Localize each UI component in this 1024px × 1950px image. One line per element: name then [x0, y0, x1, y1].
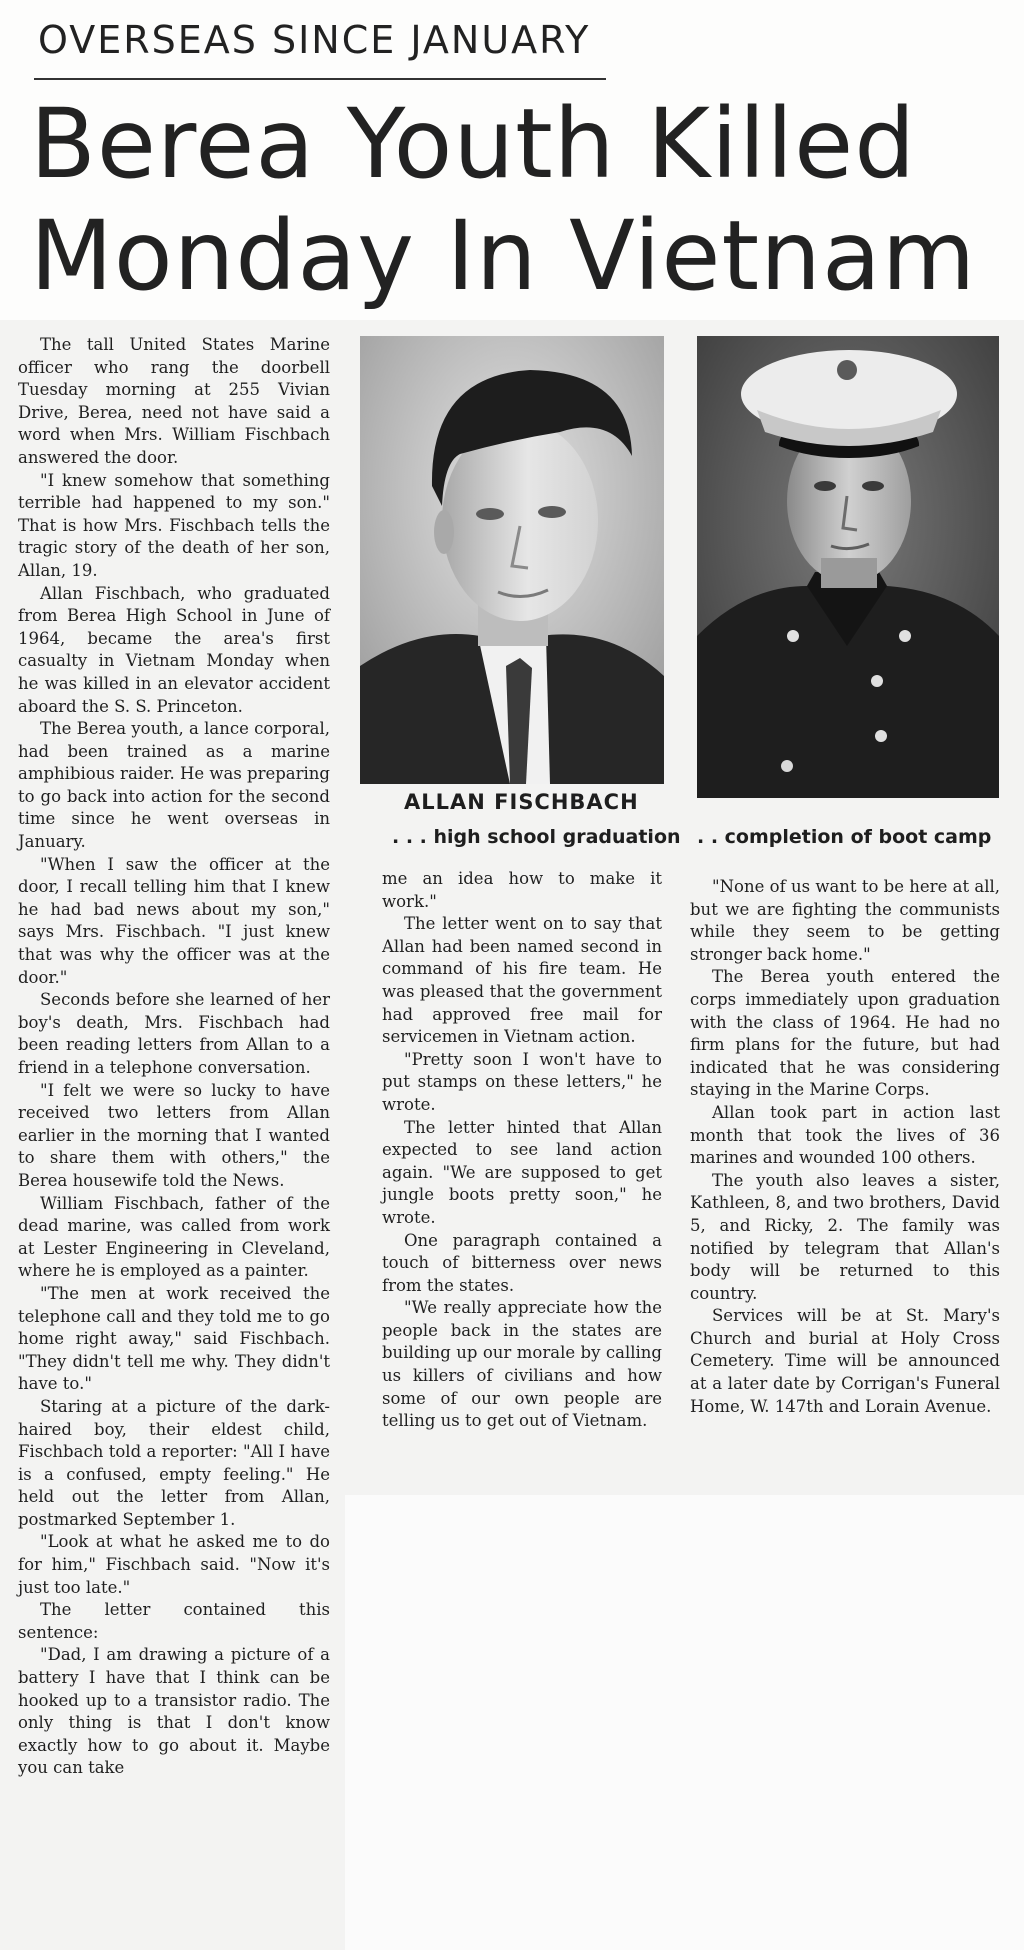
paragraph: The tall United States Marine officer who rang the doorbell Tuesday morning at 255 Vivian Drive, Berea, need not have said a word when Mrs. William Fischbach answered the door. [18, 335, 330, 467]
paragraph: The letter went on to say that Allan had been named second in command of his fire team. He was pleased that the government had approved free mail for servicemen in Vietnam action. [382, 914, 662, 1047]
portrait-marine-uniform-image [697, 336, 999, 798]
paragraph: Allan took part in action last month that took the lives of 36 marines and wounded 100 others. [690, 1102, 1000, 1168]
portrait-graduation-image [360, 336, 664, 784]
photo-caption-name: ALLAN FISCHBACH [404, 790, 639, 814]
paragraph: Seconds before she learned of her boy's death, Mrs. Fischbach had been reading letters from Allan to a friend in a telephone conversation. [18, 990, 330, 1077]
paragraph: The Berea youth entered the corps immediately upon graduation with the class of 1964. He had no firm plans for the future, but had indicated that he was considering staying in the Marine Corps. [690, 967, 1000, 1100]
paragraph: "The men at work received the telephone call and they told me to go home right away," said Fischbach. "They didn't tell me why. They didn't have to." [18, 1283, 330, 1394]
main-headline [30, 88, 1010, 312]
paragraph: "None of us want to be here at all, but we are fighting the communists while they seem to be getting stronger back home." [690, 877, 1000, 964]
headline-line-1: Berea Youth Killed [30, 88, 917, 200]
paragraph: The Berea youth, a lance corporal, had been trained as a marine amphibious raider. He was preparing to go back into action for the second time since he went overseas in January. [18, 719, 330, 852]
headline-line-2: Monday In Vietnam [30, 200, 977, 312]
article-column-1 [18, 334, 330, 1780]
article-column-3 [690, 876, 1000, 1418]
paragraph: "When I saw the officer at the door, I recall telling him that I knew he had bad news about my son," says Mrs. Fischbach. "I just knew that was why the officer was at the door." [18, 854, 330, 987]
kicker-headline: OVERSEAS SINCE JANUARY [38, 18, 591, 62]
paragraph: "Pretty soon I won't have to put stamps on these letters," he wrote. [382, 1049, 662, 1114]
paragraph: Services will be at St. Mary's Church and burial at Holy Cross Cemetery. Time will be announced at a later date by Corrigan's Funeral Home, W. 147th and Lorain Avenue. [690, 1306, 1000, 1416]
paragraph: One paragraph contained a touch of bitterness over news from the states. [382, 1230, 662, 1295]
paragraph: The letter hinted that Allan expected to see land action again. "We are supposed to get jungle boots pretty soon," he wrote. [382, 1117, 662, 1227]
kicker-rule [34, 78, 606, 80]
paragraph: "I felt we were so lucky to have received two letters from Allan earlier in the morning that I wanted to share them with others," the Berea housewife told the News. [18, 1080, 330, 1190]
paragraph: Allan Fischbach, who graduated from Berea High School in June of 1964, became the area's first casualty in Vietnam Monday when he was killed in an elevator accident aboard the S. S. Princeton. [18, 583, 330, 716]
graduation-photo [360, 336, 664, 784]
paragraph: Staring at a picture of the dark-haired boy, their eldest child, Fischbach told a reporter: "All I have is a confused, empty feeling." He held out the letter from Allan, postmarked September 1. [18, 1396, 330, 1529]
paragraph: "Dad, I am drawing a picture of a battery I have that I think can be hooked up to a transistor radio. The only thing is that I don't know exactly how to go about it. Maybe you can take [18, 1645, 330, 1778]
paragraph: "I knew somehow that something terrible had happened to my son." That is how Mrs. Fischbach tells the tragic story of the death of her son, Allan, 19. [18, 470, 330, 580]
article-column-2 [382, 868, 662, 1433]
paragraph: "Look at what he asked me to do for him," Fischbach said. "Now it's just too late." [18, 1532, 330, 1597]
paragraph: The youth also leaves a sister, Kathleen, 8, and two brothers, David 5, and Ricky, 2. The family was notified by telegram that Allan's body will be returned to this country. [690, 1170, 1000, 1303]
blank-paper-area [345, 1495, 1024, 1950]
photo-caption-boot-camp: . . completion of boot camp [697, 826, 992, 848]
photo-caption-graduation: . . . high school graduation [392, 826, 681, 848]
paragraph: me an idea how to make it work." [382, 869, 662, 911]
boot-camp-photo [697, 336, 999, 798]
paragraph: The letter contained this sentence: [18, 1600, 330, 1642]
paragraph: "We really appreciate how the people back in the states are building up our morale by calling us killers of civilians and how some of our own people are telling us to get out of Vietnam. [382, 1298, 662, 1431]
paragraph: William Fischbach, father of the dead marine, was called from work at Lester Engineering in Cleveland, where he is employed as a painter. [18, 1193, 330, 1281]
